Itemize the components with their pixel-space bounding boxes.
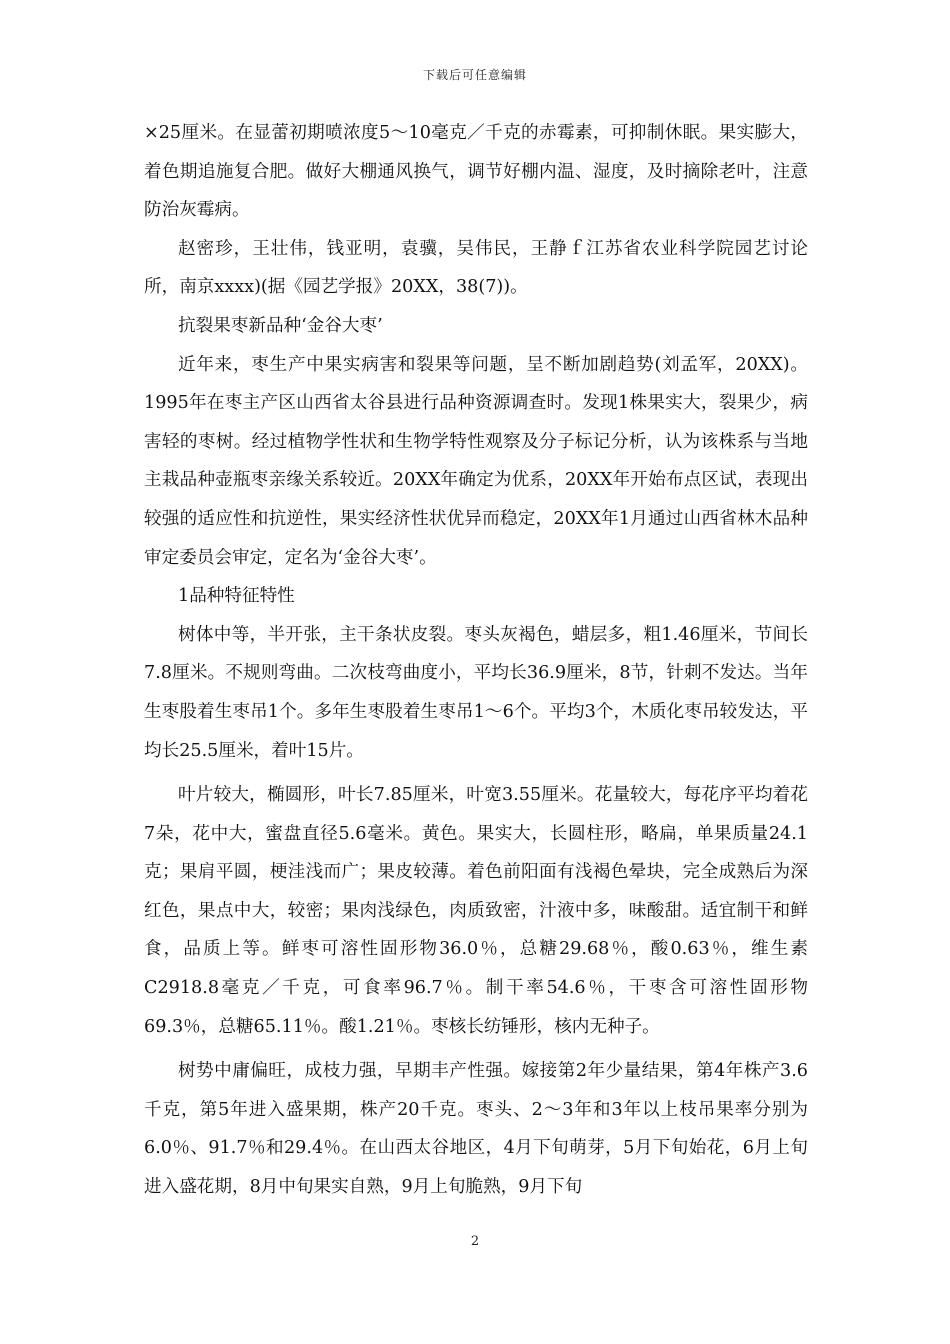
document-body (144, 114, 808, 1207)
page-number: 2 (470, 1234, 480, 1249)
paragraph-tree-traits: 树体中等，半开张，主干条状皮裂。枣头灰褐色，蜡层多，粗1.46厘米，节间长7.8厘米。不规则弯曲。二次枝弯曲度小，平均长36.9厘米，8节，针刺不发达。当年生枣股着生枣吊1个。多年生枣股着生枣吊1～6个。平均3个，木质化枣吊较发达，平均长25.5厘米，着叶15片。 (144, 624, 808, 761)
section-heading: 1品种特征特性 (178, 586, 295, 607)
paragraph-leaf-fruit-traits: 叶片较大，椭圆形，叶长7.85厘米，叶宽3.55厘米。花量较大，每花序平均着花7朵，花中大，蜜盘直径5.6毫米。黄色。果实大，长圆柱形，略扁，单果质量24.1克；果肩平圆，梗洼浅而广；果皮较薄。着色前阳面有浅褐色晕块，完全成熟后为深红色，果点中大，较密；果肉浅绿色，肉质致密，汁液中多，味酸甜。适宜制干和鲜食，品质上等。鲜枣可溶性固形物36.0％，总糖29.68％，酸0.63％，维生素C2918.8毫克／千克，可食率96.7％。制干率54.6％，干枣含可溶性固形物69.3％，总糖65.11％。酸1.21％。枣核长纺锤形，核内无种子。 (144, 785, 808, 1037)
paragraph-growth-habit: 树势中庸偏旺，成枝力强，早期丰产性强。嫁接第2年少量结果，第4年株产3.6千克，第5年进入盛果期，株产20千克。枣头、2～3年和3年以上枝吊果率分别为6.0％、91.7％和29.4％。在山西太谷地区，4月下旬萌芽，5月下旬始花，6月上旬进入盛花期，8月中旬果实自熟，9月上旬脆熟，9月下旬 (144, 1061, 808, 1198)
paragraph-authors: 赵密珍，王壮伟，钱亚明，袁骥，吴伟民，王静ｆ江苏省农业科学院园艺讨论所，南京xxxx)(据《园艺学报》20XX，38(7))。 (144, 238, 808, 298)
article-title: 抗裂果枣新品种‘金谷大枣’ (178, 315, 383, 336)
paragraph-cultivation-continued: ×25厘米。在显蕾初期喷浓度5～10毫克／千克的赤霉素，可抑制休眠。果实膨大，着色期追施复合肥。做好大棚通风换气，调节好棚内温、湿度，及时摘除老叶，注意防治灰霉病。 (144, 123, 808, 221)
paragraph-introduction: 近年来，枣生产中果实病害和裂果等问题，呈不断加剧趋势(刘孟军，20XX)。1995年在枣主产区山西省太谷县进行品种资源调查时。发现1株果实大，裂果少，病害轻的枣树。经过植物学性状和生物学特性观察及分子标记分析，认为该株系与当地主栽品种壶瓶枣亲缘关系较近。20XX年确定为优系，20XX年开始布点区试，表现出较强的适应性和抗逆性，果实经济性状优异而稳定，20XX年1月通过山西省林木品种审定委员会审定，定名为‘金谷大枣’。 (144, 354, 808, 568)
page-header: 下载后可任意编辑 (422, 68, 527, 82)
